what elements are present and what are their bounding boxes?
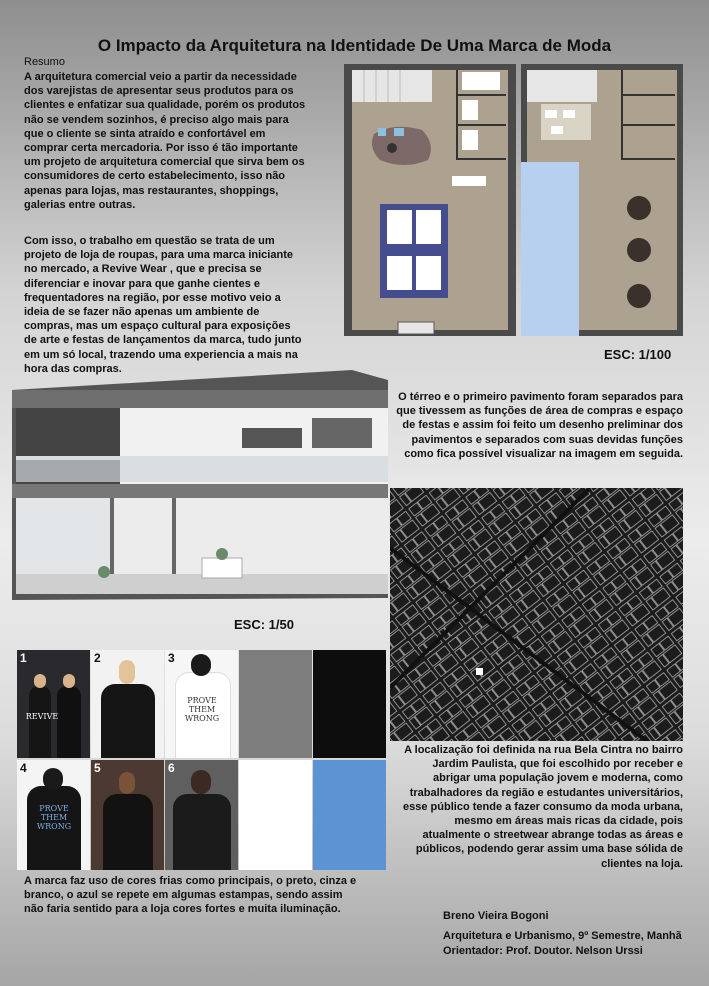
floor-plan-upper — [521, 64, 683, 336]
page-title: O Impacto da Arquitetura na Identidade De Uma Marca de Moda — [97, 36, 612, 55]
palette-swatch-black — [313, 650, 386, 758]
palette-swatch-gray — [239, 650, 312, 758]
paragraph-colors: A marca faz uso de cores frias como principais, o preto, cinza e branco, o azul se repete em algumas estampas, sendo assim não faria sentido para a loja cores fortes e muita iluminação. — [24, 875, 357, 916]
palette-swatch-white — [239, 760, 312, 870]
course-info: Arquitetura e Urbanismo, 9º Semestre, Manhã — [443, 930, 682, 943]
credits — [443, 909, 682, 958]
photo-number-5: 5 — [94, 761, 101, 775]
photo-number-6: 6 — [168, 761, 175, 775]
advisor-info: Orientador: Prof. Doutor. Nelson Urssi — [443, 944, 643, 957]
photo-2 — [91, 650, 164, 758]
photo-4: PROVE THEM WRONG 4 — [17, 760, 90, 870]
paragraph-project: Com isso, o trabalho em questão se trata de um projeto de loja de roupas, para uma marca iniciante no mercado, a Revive Wear , que e precisa se diferenciar e inovar para que ganhe cientes e frequentadores na região, por esse motivo veio a ideia de se fazer não apenas um ambiente de compras, mas um espaço cultural para exposições de arte e festas de lançamentos da marca, tudo junto em um só local, trazendo uma experiencia a mais na hora das compras. — [24, 235, 302, 375]
scale-label-plan: ESC: 1/100 — [604, 347, 672, 362]
paragraph-intro: A arquitetura comercial veio a partir da necessidade dos varejistas de apresentar seus produtos para os clientes e enfatizar sua qualidade, porém os produtos não se vendem sozinhos, é preciso algo mais para que o cliente se sinta atraído e confortável em comprar certa mercadoria. Por isso é tão importante um projeto de arquitetura comercial que sirva bem os consumidores de certo estabelecimento, isso não apenas para lojas, mas restaurantes, shoppings, galerias entre outras. — [24, 71, 306, 211]
photo-1: REVIVE 1 — [17, 650, 90, 758]
resumo-label: Resumo — [24, 56, 65, 68]
paragraph-location: A localização foi definida na rua Bela Cintra no bairro Jardim Paulista, que foi escolhido por receber e abrigar uma população jovem e moderna, como trabalhadores da região e estudantes universitários, esse público tende a fazer consumo da moda urbana, mesmo em áreas mais ricas da cidade, pois atualmente o streetwear abrange todas as áreas e públicos, podendo gerar assim uma base sólida de clientes na loja. — [403, 744, 683, 870]
author-name: Breno Vieira Bogoni — [443, 910, 549, 922]
photo-5 — [91, 760, 164, 870]
site-marker — [476, 668, 483, 675]
photo-number-1: 1 — [20, 651, 27, 665]
floor-plan-ground — [344, 64, 516, 336]
palette-swatch-blue — [313, 760, 386, 870]
section-perspective — [12, 368, 388, 602]
photo-3: PROVE THEM WRONG 3 — [165, 650, 238, 758]
photo-number-4: 4 — [20, 761, 27, 775]
photo-6 — [165, 760, 238, 870]
site-map — [390, 488, 683, 741]
photo-number-3: 3 — [168, 651, 175, 665]
paragraph-floors: O térreo e o primeiro pavimento foram separados para que tivessem as funções de área de compras e espaço de festas e assim foi feito um desenho preliminar dos pavimentos e separados com suas devidas funções como fica possível visualizar na imagem em seguida. — [396, 391, 683, 460]
photo-number-2: 2 — [94, 651, 101, 665]
scale-label-section: ESC: 1/50 — [234, 617, 294, 632]
